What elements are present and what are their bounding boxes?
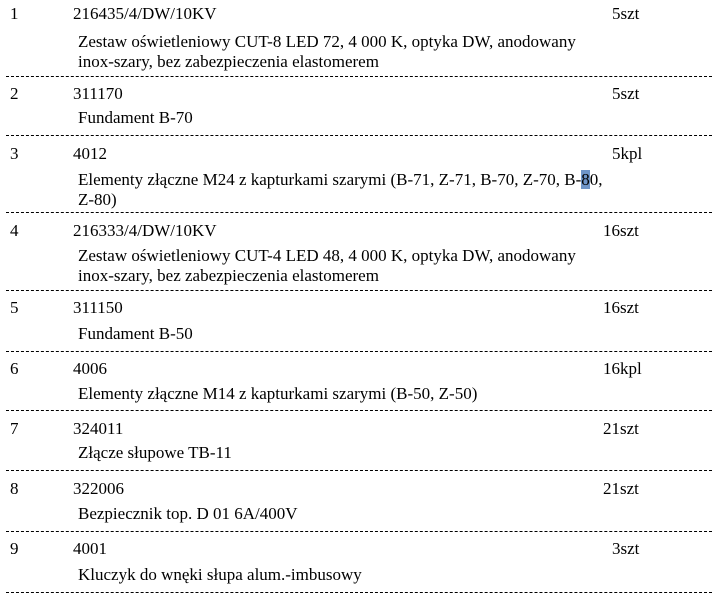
description-line: Fundament B-70 [78,108,193,127]
row-divider [6,531,712,532]
row-divider [6,470,712,471]
row-divider [6,410,712,411]
item-description [78,504,708,524]
item-code: 4012 [73,144,107,163]
description-line: Bezpiecznik top. D 01 6A/400V [78,504,298,523]
description-line: Kluczyk do wnęki słupa alum.-imbusowy [78,565,362,584]
description-line: inox-szary, bez zabezpieczenia elastomerem [78,52,379,71]
item-description [78,108,708,128]
item-quantity: 5szt [612,4,640,23]
description-line [78,170,708,190]
item-number: 5 [10,298,19,317]
item-number: 9 [10,539,19,558]
item-code: 322006 [73,479,124,498]
row-divider [6,212,712,213]
item-number: 7 [10,419,19,438]
item-description [78,246,708,286]
description-line: Z-80) [78,190,117,209]
description-text: Elementy złączne M24 z kapturkami szarymi (B-71, Z-71, B-70, Z-70, B- [78,170,582,189]
description-line: Złącze słupowe TB-11 [78,443,232,462]
row-divider [6,592,712,593]
item-quantity: 5szt [612,84,640,103]
item-quantity: 16kpl [603,359,642,378]
item-description [78,443,708,463]
item-number: 6 [10,359,19,378]
item-number: 2 [10,84,19,103]
item-number: 8 [10,479,19,498]
item-code: 311150 [73,298,123,317]
item-quantity: 21szt [603,479,639,498]
item-code: 216435/4/DW/10KV [73,4,217,23]
item-number: 4 [10,221,19,240]
item-code: 4006 [73,359,107,378]
item-code: 216333/4/DW/10KV [73,221,217,240]
item-quantity: 21szt [603,419,639,438]
item-description [78,324,708,344]
description-text: 0, [589,170,603,189]
description-line: inox-szary, bez zabezpieczenia elastomerem [78,266,379,285]
row-divider [6,135,712,136]
item-quantity: 5kpl [612,144,643,163]
row-divider [6,76,712,77]
item-code: 311170 [73,84,123,103]
description-line: Elementy złączne M14 z kapturkami szarymi (B-50, Z-50) [78,384,478,403]
item-code: 324011 [73,419,124,438]
item-description [78,384,708,404]
item-code: 4001 [73,539,107,558]
item-number: 3 [10,144,19,163]
item-number: 1 [10,4,19,23]
description-line: Zestaw oświetleniowy CUT-8 LED 72, 4 000 K, optyka DW, anodowany [78,32,576,51]
description-line: Fundament B-50 [78,324,193,343]
row-divider [6,351,712,352]
row-divider [6,290,712,291]
description-line: Zestaw oświetleniowy CUT-4 LED 48, 4 000 K, optyka DW, anodowany [78,246,576,265]
item-quantity: 16szt [603,298,639,317]
item-quantity: 3szt [612,539,640,558]
item-quantity: 16szt [603,221,639,240]
text-selection[interactable]: 8 [581,170,590,189]
item-description [78,32,708,72]
item-description [78,565,708,585]
item-description [78,170,708,210]
